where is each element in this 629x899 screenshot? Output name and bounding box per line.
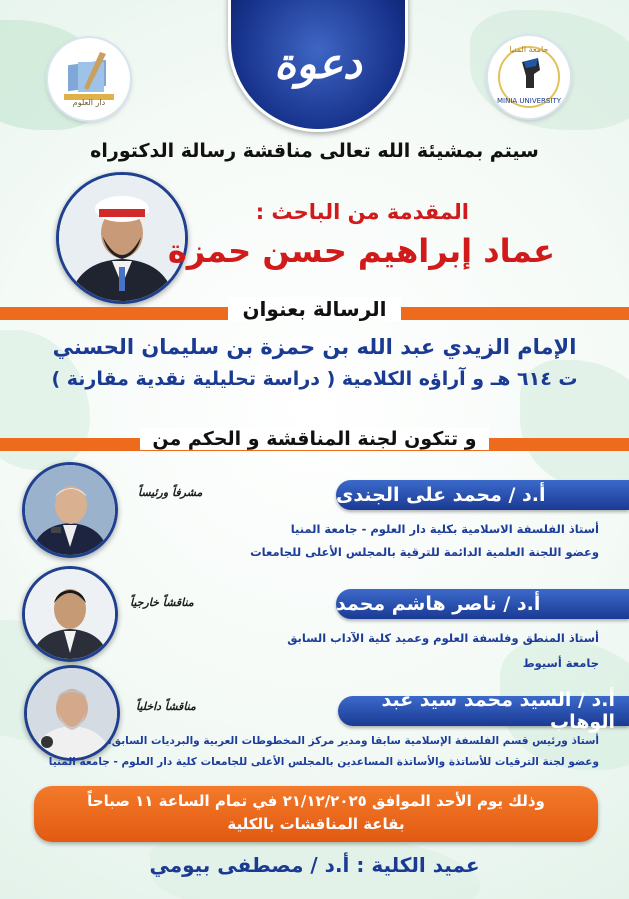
- committee-photo-3: [24, 665, 120, 761]
- dean-text: عميد الكلية : أ.د / مصطفى بيومي: [149, 853, 480, 877]
- committee-name-pill-1: [336, 480, 629, 510]
- right-logo-caption-en: MINIA UNIVERSITY: [497, 97, 561, 105]
- book-quill-icon: [48, 38, 130, 120]
- intro-text: سيتم بمشيئة الله تعالى مناقشة رسالة الدكتوراه: [90, 140, 539, 162]
- committee-desc-2a: أستاذ المنطق وفلسفة العلوم وعميد كلية الآداب السابق: [287, 631, 599, 645]
- committee-name-3: أ.د / السيد محمد سيد عبد الوهاب: [381, 689, 615, 733]
- thesis-title-line1: الإمام الزيدي عبد الله بن حمزة بن سليمان الحسني: [52, 335, 577, 359]
- event-box: [34, 786, 598, 842]
- thesis-label: الرسالة بعنوان: [228, 297, 400, 321]
- committee-role-3: مناقشاً داخلياً: [136, 700, 196, 713]
- committee-name-1: أ.د / محمد على الجندى: [336, 484, 546, 506]
- committee-desc-3b: وعضو لجنة الترقيات للأساتذة والأساتذة المساعدين بالمجلس الأعلى للجامعات كلية دار العلوم - جامعة المنيا: [48, 756, 599, 768]
- event-line2: بقاعة المناقشات بالكلية: [227, 815, 405, 833]
- committee-name-pill-2: [336, 589, 629, 619]
- committee-desc-3a: أستاذ ورئيس قسم الفلسفة الإسلامية سابقا ومدير مركز المخطوطات العربية والبرديات السابق،: [107, 735, 599, 747]
- researcher-name: عماد إبراهيم حسن حمزة: [167, 232, 555, 270]
- event-line1: وذلك يوم الأحد الموافق ٢١/١٢/٢٠٢٥ في تمام الساعة ١١ صباحاً: [87, 792, 545, 810]
- dar-al-uloom-logo: [48, 38, 130, 120]
- researcher-label: المقدمة من الباحث :: [255, 200, 469, 224]
- committee-name-2: أ.د / ناصر هاشم محمد: [336, 593, 541, 615]
- committee-desc-2b: جامعة أسيوط: [522, 656, 599, 670]
- thesis-label-wrap: [0, 297, 629, 321]
- committee-name-pill-3: [338, 689, 629, 733]
- right-logo-caption-ar: جامعة المنيا: [509, 45, 549, 54]
- minia-university-logo: [488, 36, 570, 118]
- committee-photo-2: [22, 566, 118, 662]
- committee-intro: و تتكون لجنة المناقشة و الحكم من: [140, 428, 488, 450]
- committee-photo-1: [22, 462, 118, 558]
- committee-desc-1b: وعضو اللجنة العلمية الدائمة للترقية بالمجلس الأعلى للجامعات: [250, 545, 599, 559]
- badge-text: دعوة: [274, 38, 362, 88]
- committee-role-1: مشرفاً ورئيساً: [138, 486, 203, 499]
- left-logo-caption: دار العلوم: [72, 98, 106, 107]
- committee-intro-wrap: [0, 428, 629, 450]
- committee-role-2: مناقشاً خارجياً: [130, 596, 194, 609]
- thesis-title-line2: ت ٦١٤ هـ و آراؤه الكلامية ( دراسة تحليلية نقدية مقارنة ): [51, 368, 578, 390]
- committee-desc-1a: أستاذ الفلسفة الاسلامية بكلية دار العلوم - جامعة المنيا: [290, 522, 599, 536]
